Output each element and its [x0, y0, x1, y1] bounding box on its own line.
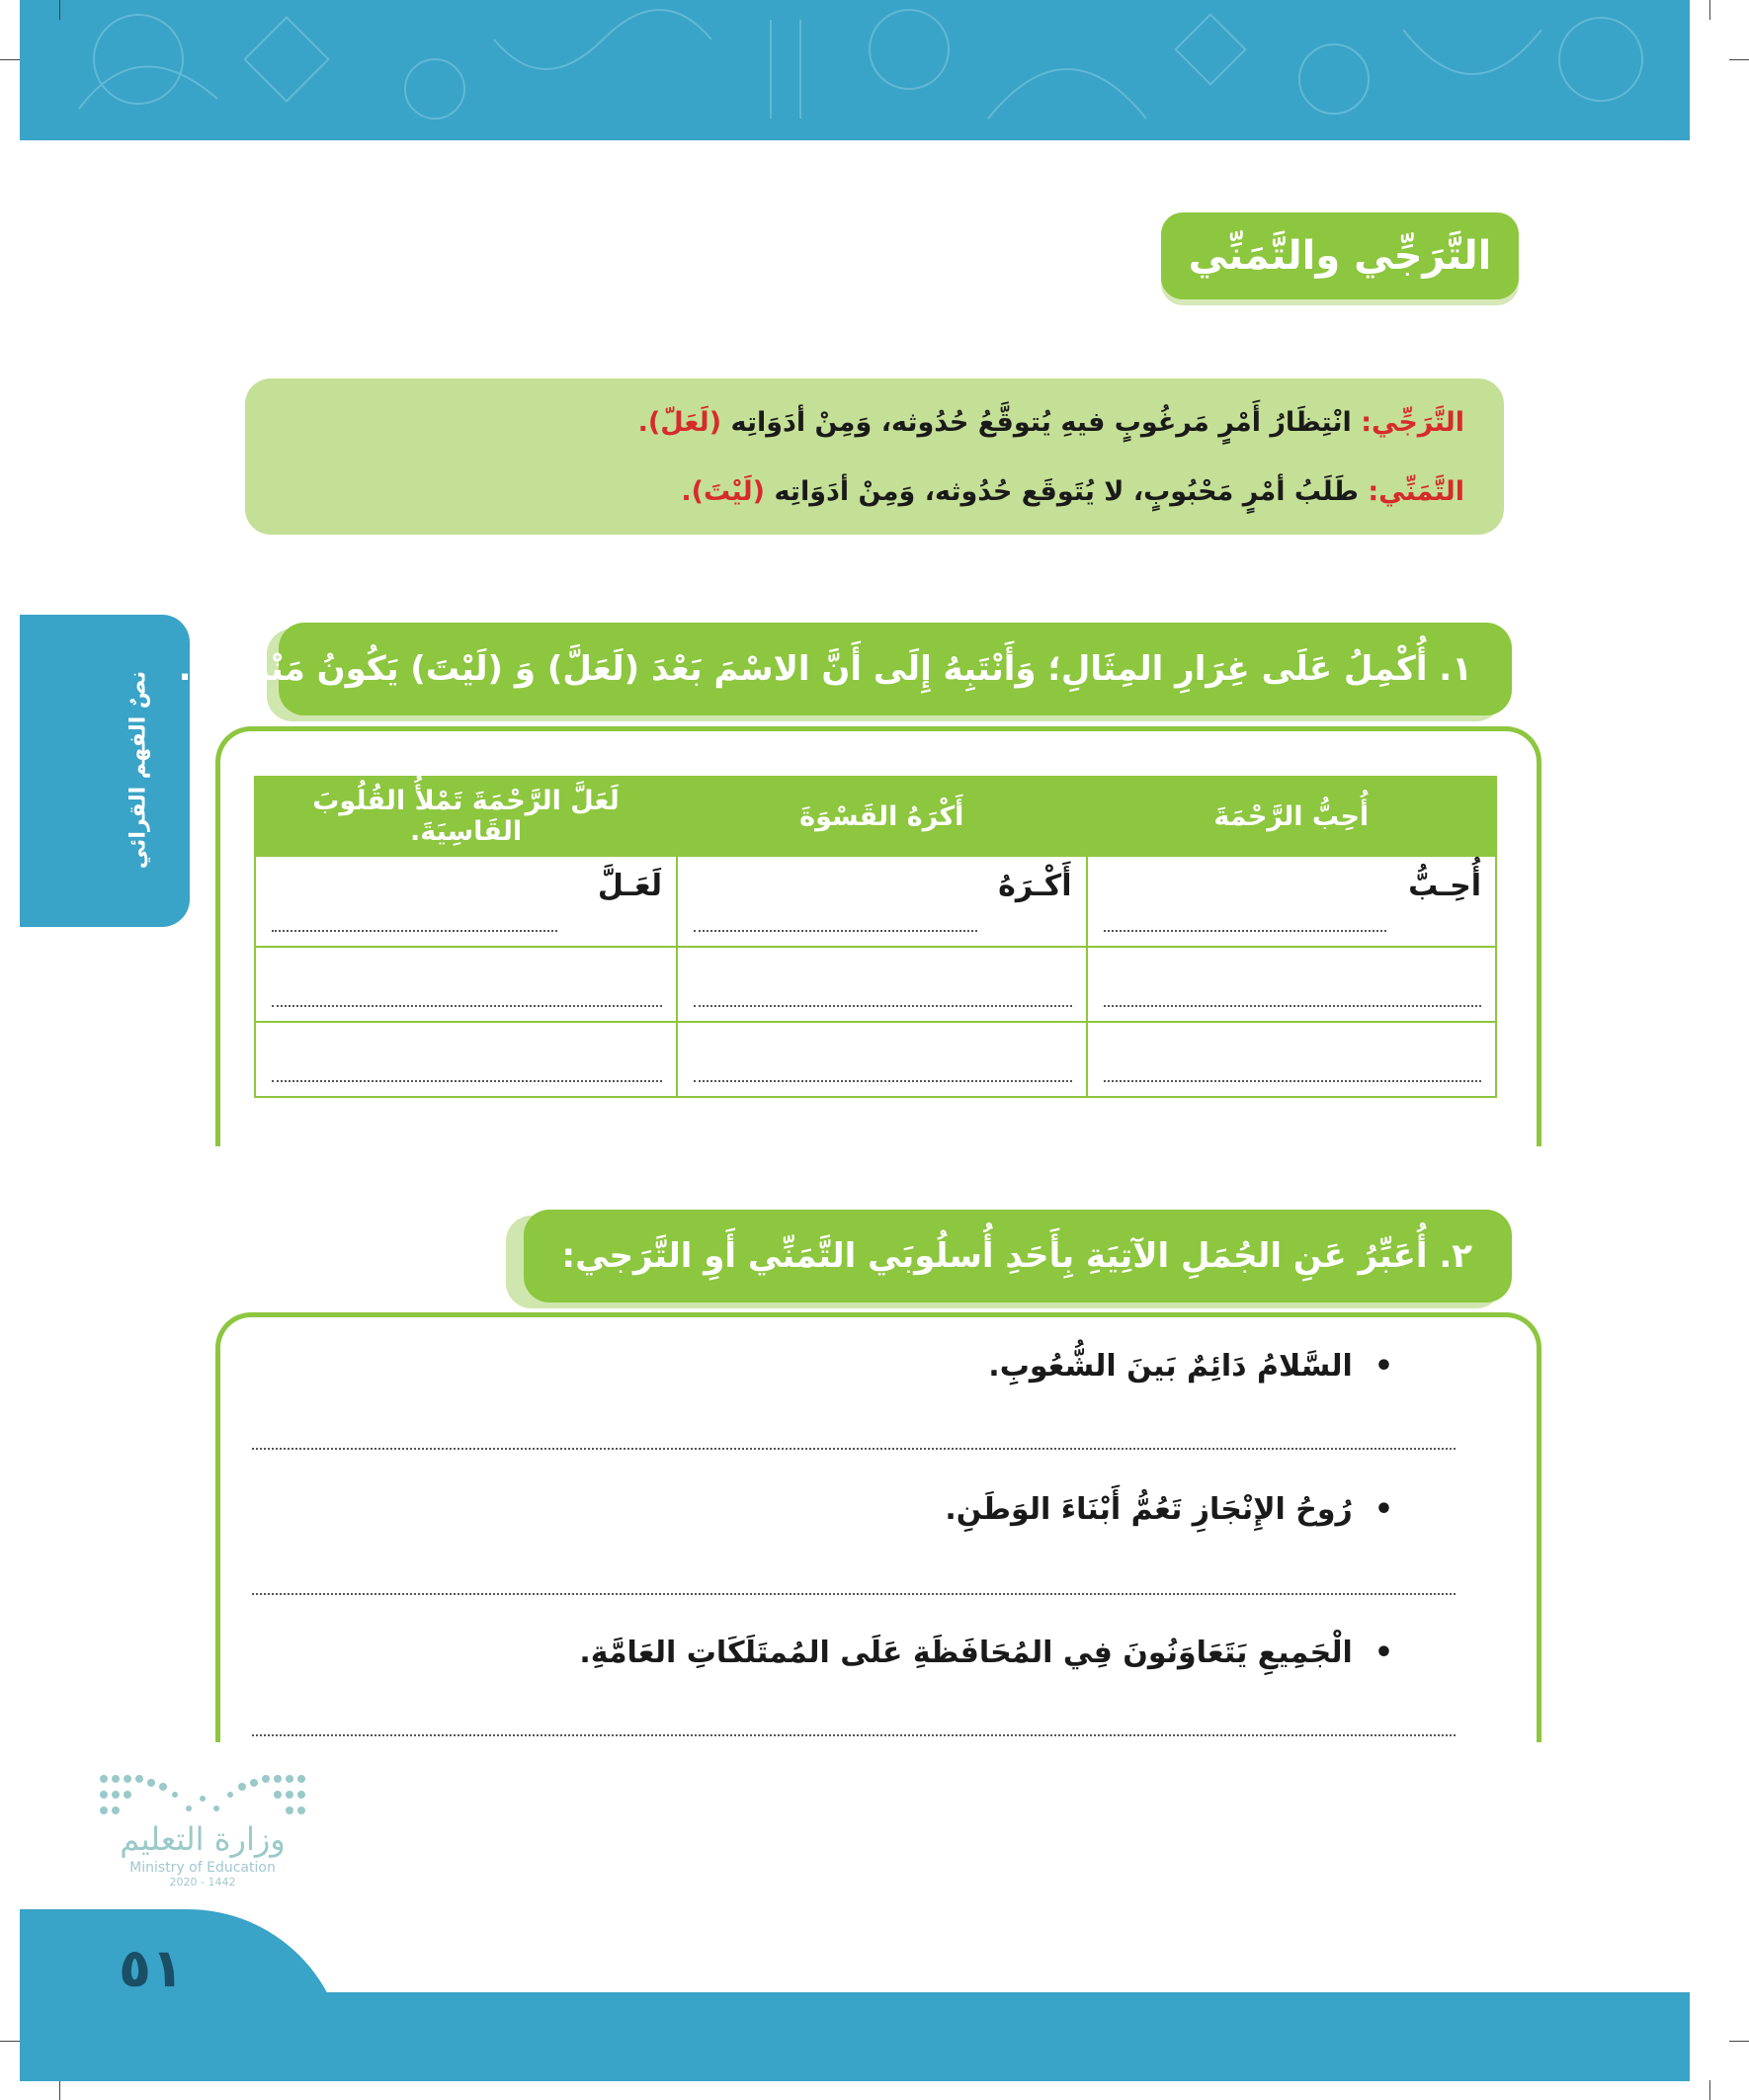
ministry-year: 2020 - 1442: [169, 1876, 236, 1889]
exercise-table: [254, 776, 1497, 1098]
table-row: [255, 947, 1496, 1022]
definition-tool: (لَعَلّ).: [637, 407, 722, 438]
table-header-row: [255, 777, 1496, 856]
answer-dots: [272, 1080, 662, 1082]
answer-line[interactable]: [252, 1448, 1456, 1450]
answer-dots: [694, 1080, 1071, 1082]
crop-mark: [0, 59, 20, 60]
lesson-title-text: التَّرَجِّي والتَّمَنِّي: [1188, 233, 1492, 279]
answer-dots: [1104, 930, 1386, 932]
table-cell[interactable]: [255, 1022, 677, 1097]
q1-text: ١. أُكْمِلُ عَلَى غِرَارِ المِثَالِ؛ وَأَنْتَبِهُ إِلَى أَنَّ الاسْمَ بَعْدَ (لَعَلَّ) وَ (لَيْتَ) يَكُونُ مَنْصُوبًا.: [178, 649, 1472, 689]
table-cell[interactable]: [255, 856, 677, 947]
table-cell[interactable]: [677, 1022, 1086, 1097]
definition-text: انْتِظَارُ أَمْرٍ مَرغُوبٍ فيهِ يُتوقَّعُ حُدُوثه، وَمِنْ أدَوَاتِه: [730, 407, 1352, 438]
table-cell[interactable]: [1087, 1022, 1496, 1097]
table-row: [255, 856, 1496, 947]
answer-dots: [272, 1005, 662, 1007]
crop-mark: [1709, 0, 1710, 20]
ministry-logo: [99, 1820, 306, 1889]
definitions-box: [245, 378, 1504, 535]
side-tab: [20, 615, 190, 927]
definition-tarajji: [245, 388, 1464, 458]
table-cell[interactable]: [677, 856, 1086, 947]
answer-dots: [272, 930, 557, 932]
answer-line[interactable]: [252, 1734, 1456, 1736]
ministry-name-ar: وزارة التعليم: [120, 1820, 286, 1858]
q2-text: ٢. أُعَبِّرُ عَنِ الجُمَلِ الآتِيَةِ بِأَحَدِ أُسلُوبَي التَّمَنِّي أَوِ التَّرَجي:: [561, 1236, 1472, 1276]
top-banner: [20, 0, 1690, 140]
side-tab-label: نصٌ الفهم القرائي: [125, 670, 151, 870]
definition-text: طَلَبُ أمْرٍ مَحْبُوبٍ، لا يُتَوقَع حُدُوثه، وَمِنْ أدَوَاتِه: [774, 476, 1359, 507]
crop-mark: [1709, 2080, 1710, 2100]
page-number: ٥١: [119, 1937, 184, 1999]
table-header: لَعَلَّ الرَّحْمَةَ تَمْلأُ القُلُوبَ القَاسِيَةَ.: [255, 777, 677, 856]
banner-pattern: [20, 0, 1690, 140]
q2-header: [524, 1210, 1512, 1302]
table-header: أُحِبُّ الرَّحْمَةَ: [1087, 777, 1496, 856]
ministry-logo-icon: [94, 1769, 311, 1818]
crop-mark: [0, 2041, 20, 2042]
table-header: أَكْرَهُ القَسْوَةَ: [677, 777, 1086, 856]
q1-header: [178, 623, 1512, 715]
crop-mark: [59, 2080, 60, 2100]
list-item: • الْجَمِيعِ يَتَعَاوَنُونَ فِي المُحَافَظَةِ عَلَى المُمتَلَكَاتِ العَامَّةِ.: [579, 1636, 1393, 1670]
table-cell[interactable]: [677, 947, 1086, 1022]
ministry-name-en: Ministry of Education: [129, 1860, 276, 1876]
answer-line[interactable]: [252, 1593, 1456, 1595]
list-item: • السَّلامُ دَائِمٌ بَينَ الشُّعُوبِ.: [988, 1349, 1393, 1384]
lesson-title: [1161, 212, 1519, 299]
answer-dots: [1104, 1005, 1481, 1007]
definition-tool: (لَيْتَ).: [681, 476, 766, 507]
answer-dots: [694, 1005, 1071, 1007]
cell-word: أَكْـرَهُ: [998, 869, 1072, 903]
cell-word: أُحِـبُّ: [1408, 869, 1481, 903]
table-cell[interactable]: [1087, 856, 1496, 947]
answer-dots: [694, 930, 976, 932]
table-cell[interactable]: [255, 947, 677, 1022]
answer-dots: [1104, 1080, 1481, 1082]
cell-word: لَعَـلَّ: [597, 869, 663, 903]
definition-tamanni: [245, 458, 1464, 527]
list-item: • رُوحُ الإِنْجَازِ تَعُمُّ أَبْنَاءَ الوَطَنِ.: [945, 1492, 1393, 1527]
table-cell[interactable]: [1087, 947, 1496, 1022]
definition-term: التَّمَنِّي:: [1368, 476, 1464, 507]
crop-mark: [1729, 2041, 1749, 2042]
definition-term: التَّرَجِّي:: [1361, 407, 1464, 438]
table-row: [255, 1022, 1496, 1097]
crop-mark: [1729, 59, 1749, 60]
crop-mark: [59, 0, 60, 20]
